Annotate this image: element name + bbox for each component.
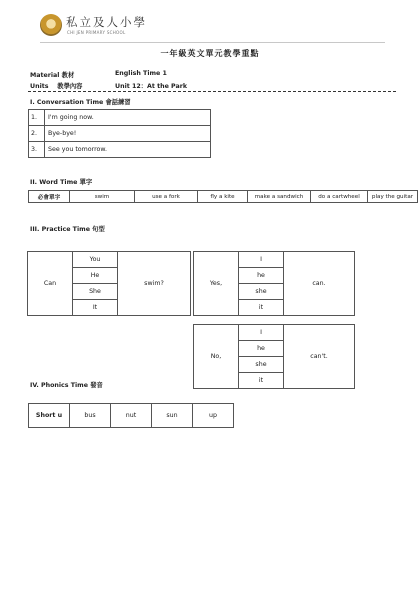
vocabulary-word: make a sandwich: [248, 191, 311, 203]
phonics-table: [28, 403, 234, 428]
conversation-line: See you tomorrow.: [45, 142, 211, 158]
phonics-section-title: IV. Phonics Time 發音: [30, 382, 103, 389]
school-name-english: CHI JEN PRIMARY SCHOOL: [67, 30, 126, 35]
conversation-table: [28, 109, 211, 158]
pattern-end: can't.: [284, 325, 355, 389]
header-divider: [40, 42, 385, 43]
school-logo-seal: [40, 14, 62, 36]
row-number: 2.: [29, 126, 45, 142]
pattern-subject: You: [73, 252, 118, 268]
pattern-subject: he: [239, 268, 284, 284]
table-row: [28, 252, 191, 268]
word-section-title: II. Word Time 單字: [30, 179, 93, 186]
pattern-subject: I: [239, 325, 284, 341]
pattern-subject: he: [239, 341, 284, 357]
table-row: [194, 325, 355, 341]
phonics-label: Short u: [29, 404, 70, 428]
table-row: [29, 191, 418, 203]
table-row: [194, 252, 355, 268]
vocabulary-table: [28, 190, 418, 203]
material-label: Material 教材: [30, 72, 75, 79]
conversation-line: I'm going now.: [45, 110, 211, 126]
conversation-line: Bye-bye!: [45, 126, 211, 142]
table-row: [29, 142, 211, 158]
phonics-word: nut: [111, 404, 152, 428]
phonics-word: bus: [70, 404, 111, 428]
units-label: Units 教學內容: [30, 83, 83, 90]
question-pattern-table: [27, 251, 191, 316]
vocabulary-word: fly a kite: [198, 191, 248, 203]
pattern-subject: it: [239, 373, 284, 389]
pattern-end: can.: [284, 252, 355, 316]
pattern-subject: she: [239, 284, 284, 300]
row-number: 1.: [29, 110, 45, 126]
conversation-section-title: I. Conversation Time 會話練習: [30, 99, 131, 106]
pattern-subject: she: [239, 357, 284, 373]
practice-section-title: III. Practice Time 句型: [30, 226, 105, 233]
table-row: [29, 126, 211, 142]
pattern-start: No,: [194, 325, 239, 389]
school-name: 私立及人小學: [66, 15, 147, 29]
vocabulary-word: play the guitar: [368, 191, 418, 203]
pattern-subject: it: [239, 300, 284, 316]
units-value: Unit 12：At the Park: [115, 83, 188, 90]
vocabulary-word: use a fork: [135, 191, 198, 203]
table-row: [29, 404, 234, 428]
table-row: [29, 110, 211, 126]
yes-answer-table: [193, 251, 355, 316]
phonics-word: sun: [152, 404, 193, 428]
no-answer-table: [193, 324, 355, 389]
material-value: English Time 1: [115, 70, 167, 77]
row-number: 3.: [29, 142, 45, 158]
pattern-end: swim?: [118, 252, 191, 316]
pattern-start: Can: [28, 252, 73, 316]
phonics-word: up: [193, 404, 234, 428]
pattern-subject: He: [73, 268, 118, 284]
pattern-subject: It: [73, 300, 118, 316]
vocabulary-label: 必會單字: [29, 191, 70, 203]
vocabulary-word: do a cartwheel: [311, 191, 368, 203]
pattern-subject: I: [239, 252, 284, 268]
document-title: 一年級英文單元教學重點: [160, 49, 260, 58]
pattern-subject: She: [73, 284, 118, 300]
pattern-start: Yes,: [194, 252, 239, 316]
section-divider: [28, 91, 396, 92]
vocabulary-word: swim: [70, 191, 135, 203]
